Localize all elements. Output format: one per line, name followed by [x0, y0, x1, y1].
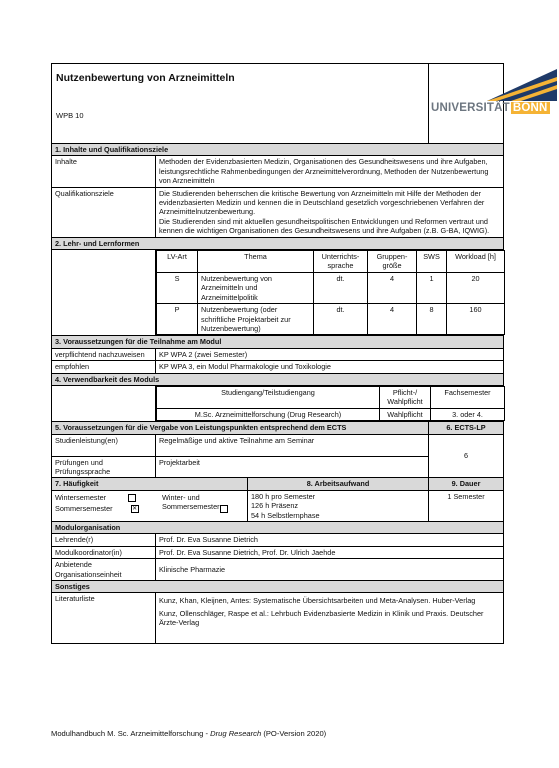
lehrformen-spacer: [52, 250, 156, 336]
lehrende-label: Lehrende(r): [52, 534, 156, 546]
verwendbarkeit-cell: [156, 385, 504, 421]
university-logo: [431, 67, 559, 129]
fachsemester: 3. oder 4.: [431, 408, 505, 420]
qualifikationsziele-text-1: Die Studierenden beherrschen die kritische Bewertung von Arzneimitteln mit Hilfe der Methoden der evidenzbasierten Medizin und kennen die in Deutschland gesetzlich vorgeschriebenen Verfahren der Arzneimittelnutzenbewertung.: [159, 188, 485, 217]
module-table: [51, 63, 548, 644]
col-sprache: Unterrichts-sprache: [314, 251, 368, 273]
sonstiges-heading: Sonstiges: [52, 581, 504, 593]
qualifikationsziele-label: Qualifikationsziele: [52, 187, 156, 237]
col-studiengang: Studiengang/Teilstudiengang: [157, 386, 380, 408]
verpflichtend-text: KP WPA 2 (zwei Semester): [156, 348, 504, 360]
wintersemester-label: Wintersemester: [55, 492, 107, 502]
module-sheet: [51, 63, 548, 644]
lehrformen-cell: [156, 250, 504, 336]
col-pflicht: Pflicht-/ Wahlpflicht: [380, 386, 431, 408]
col-workload: Workload [h]: [447, 251, 505, 273]
row-sws: 8: [417, 304, 447, 335]
row-workload: 20: [447, 272, 505, 303]
logo-graphic-icon: [431, 67, 559, 103]
section-9-heading: 9. Dauer: [429, 478, 504, 490]
modulorganisation-heading: Modulorganisation: [52, 522, 504, 534]
studienleistung-text: Regelmäßige und aktive Teilnahme am Seminar: [156, 434, 429, 456]
col-gruppe: Gruppen-größe: [368, 251, 417, 273]
pflicht: Wahlpflicht: [380, 408, 431, 420]
einheit-label: Anbietende Organisationseinheit: [52, 559, 156, 581]
arbeitsaufwand-cell: [248, 490, 429, 521]
row-thema: Nutzenbewertung von Arzneimitteln und Arzneimittelpolitik: [198, 272, 314, 303]
qualifikationsziele-text-2: Die Studierenden sind mit aktuellen gesundheitspolitischen Entwicklungen und Reformen vertraut und kennen die wichtigen Organisationen des Gesundheitswesens und ihre Aufgaben (z.B. G-BA, IQWIG).: [159, 216, 490, 236]
literatur-item-2: Kunz, Ollenschläger, Raspe et al.: Lehrbuch Evidenzbasierte Medizin in Klinik und Praxis. Deutscher Ärzte-Verlag: [159, 608, 484, 628]
winter-sommer-checkbox: [220, 505, 228, 513]
logo-text-universitaet: UNIVERSITÄT: [431, 102, 510, 114]
section-3-heading: 3. Voraussetzungen für die Teilnahme am Modul: [52, 336, 504, 348]
section-1-heading: 1. Inhalte und Qualifikationsziele: [52, 144, 504, 156]
col-sws: SWS: [417, 251, 447, 273]
row-sws: 1: [417, 272, 447, 303]
verpflichtend-label: verpflichtend nachzuweisen: [52, 348, 156, 360]
row-gruppe: 4: [368, 304, 417, 335]
section-4-heading: 4. Verwendbarkeit des Moduls: [52, 373, 504, 385]
module-title: Nutzenbewertung von Arzneimitteln: [56, 72, 235, 84]
module-code: WPB 10: [56, 111, 84, 120]
sommersemester-checkbox: ✕: [132, 506, 138, 513]
row-art: S: [157, 272, 198, 303]
literatur-item-1: Kunz, Khan, Kleijnen, Antes: Systematische Übersichtsarbeiten und Meta-Analysen. Huber-Verlag: [159, 596, 476, 606]
section-6-heading: 6. ECTS-LP: [429, 422, 504, 434]
pruefung-text: Projektarbeit: [156, 456, 429, 478]
inhalte-label: Inhalte: [52, 156, 156, 187]
logo-cell: [429, 64, 548, 144]
row-sprache: dt.: [314, 304, 368, 335]
dauer-value: 1 Semester: [429, 490, 504, 521]
section-8-heading: 8. Arbeitsaufwand: [248, 478, 429, 490]
koordinator-label: Modulkoordinator(in): [52, 546, 156, 558]
empfohlen-text: KP WPA 3, ein Modul Pharmakologie und Toxikologie: [156, 361, 504, 373]
aufwand-selbstlern: 54 h Selbstlernphase: [251, 510, 320, 520]
lehrformen-table: [156, 250, 505, 335]
haeufigkeit-cell: [52, 490, 248, 521]
section-2-heading: 2. Lehr- und Lernformen: [52, 237, 504, 249]
aufwand-total: 180 h pro Semester: [251, 491, 316, 501]
studiengang: M.Sc. Arzneimittelforschung (Drug Research): [157, 408, 380, 420]
page-footer: [51, 729, 326, 738]
footer-italic: Drug Research: [210, 729, 262, 738]
section-5-heading: 5. Voraussetzungen für die Vergabe von Leistungspunkten entsprechend dem ECTS: [52, 422, 429, 434]
verwendbarkeit-spacer: [52, 385, 156, 421]
empfohlen-label: empfohlen: [52, 361, 156, 373]
footer-prefix: Modulhandbuch M. Sc. Arzneimittelforschung -: [51, 729, 211, 738]
studienleistung-label: Studienleistung(en): [52, 434, 156, 456]
koordinator-value: Prof. Dr. Eva Susanne Dietrich, Prof. Dr. Ulrich Jaehde: [156, 546, 504, 558]
col-thema: Thema: [198, 251, 314, 273]
row-gruppe: 4: [368, 272, 417, 303]
row-art: P: [157, 304, 198, 335]
literatur-cell: [156, 593, 504, 644]
lehrende-value: Prof. Dr. Eva Susanne Dietrich: [156, 534, 504, 546]
row-workload: 160: [447, 304, 505, 335]
footer-suffix: (PO-Version 2020): [261, 729, 327, 738]
qualifikationsziele-cell: [156, 187, 504, 237]
col-lv-art: LV-Art: [157, 251, 198, 273]
table-row: [157, 304, 505, 335]
winter-sommer-label: Winter- und Sommersemester: [162, 492, 220, 512]
row-thema: Nutzenbewertung (oder schriftliche Projektarbeit zur Nutzenbewertung): [198, 304, 314, 335]
wintersemester-checkbox: [128, 494, 136, 502]
row-sprache: dt.: [314, 272, 368, 303]
section-7-heading: 7. Häufigkeit: [52, 478, 248, 490]
col-fachsemester: Fachsemester: [431, 386, 505, 408]
pruefung-label: Prüfungen und Prüfungssprache: [52, 456, 156, 478]
title-cell: [52, 64, 429, 144]
table-row: [157, 408, 505, 420]
aufwand-praesenz: 126 h Präsenz: [251, 501, 299, 511]
table-row: [157, 272, 505, 303]
literatur-label: Literaturliste: [52, 593, 156, 644]
verwendbarkeit-table: [156, 386, 505, 421]
logo-text-bonn: BONN: [512, 102, 548, 114]
sommersemester-label: Sommersemester: [55, 504, 113, 514]
ects-value: 6: [429, 434, 504, 478]
inhalte-text: Methoden der Evidenzbasierten Medizin, Organisationen des Gesundheitswesens und ihre Aufgaben, leistungsrechtliche Rahmenbedingungen der Arzneimittelverordnung, Methoden der Nutzenbewertung von Arzneimitteln: [156, 156, 504, 187]
einheit-value: Klinische Pharmazie: [156, 559, 504, 581]
